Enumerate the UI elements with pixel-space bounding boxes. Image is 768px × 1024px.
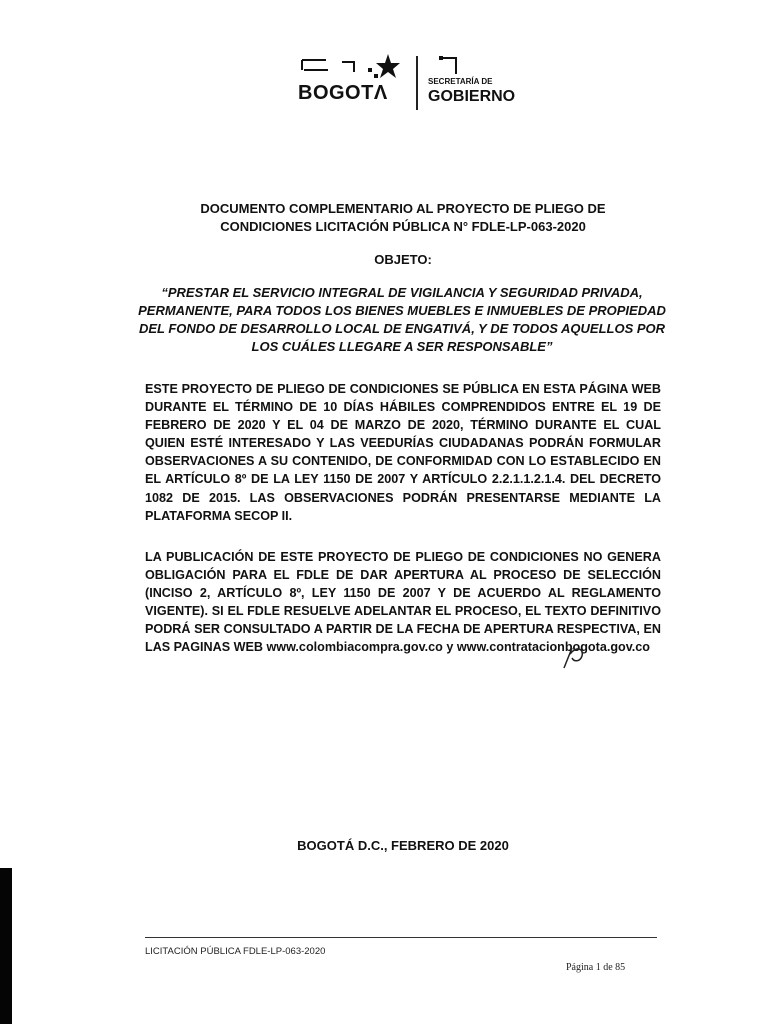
footer-reference: LICITACIÓN PÚBLICA FDLE-LP-063-2020 — [145, 946, 326, 957]
bogota-gobierno-logo — [298, 52, 528, 112]
logo-secretaria: SECRETARÍA DE — [428, 77, 493, 86]
logo-city-name: BOGOTΛ — [298, 82, 388, 104]
logo-department: GOBIERNO — [428, 88, 516, 105]
title-line-2: CONDICIONES LICITACIÓN PÚBLICA N° FDLE-LP-063-2020 — [220, 219, 586, 234]
paragraph-links: www.colombiacompra.gov.co y www.contratacionbogota.gov.co — [266, 640, 650, 655]
objeto-text: “PRESTAR EL SERVICIO INTEGRAL DE VIGILANCIA Y SEGURIDAD PRIVADA, PERMANENTE, PARA TODOS LOS BIENES MUEBLES E INMUEBLES DE PROPIEDAD DEL FONDO DE DESARROLLO LOCAL DE ENGATIVÁ, Y DE TODOS AQUELLOS POR LOS CUÁLES LLEGARE A SER RESPONSABLE” — [138, 285, 666, 354]
footer-divider — [145, 937, 657, 938]
place-date: BOGOTÁ D.C., FEBRERO DE 2020 — [297, 838, 509, 853]
paragraph-publication-period: ESTE PROYECTO DE PLIEGO DE CONDICIONES SE PÚBLICA EN ESTA PÁGINA WEB DURANTE EL TÉRMINO DE 10 DÍAS HÁBILES COMPRENDIDOS ENTRE EL 19 DE FEBRERO DE 2020 Y EL 04 DE MARZO DE 2020, TÉRMINO DURANTE EL CUAL QUIEN ESTÉ INTERESADO Y LAS VEEDURÍAS CIUDADANAS PODRÁN FORMULAR OBSERVACIONES A SU CONTENIDO, DE CONFORMIDAD CON LO ESTABLECIDO EN EL ARTÍCULO 8º DE LA LEY 1150 DE 2007 Y ARTÍCULO 2.2.1.1.2.1.4. DEL DECRETO 1082 DE 2015. LAS OBSERVACIONES PODRÁN PRESENTARSE MEDIANTE LA PLATAFORMA SECOP II. — [145, 382, 661, 523]
objeto-label: OBJETO: — [374, 252, 432, 267]
paragraph-no-obligation-text: LA PUBLICACIÓN DE ESTE PROYECTO DE PLIEGO DE CONDICIONES NO GENERA OBLIGACIÓN PARA EL FDLE DE DAR APERTURA AL PROCESO DE SELECCIÓN (INCISO 2, ARTÍCULO 8º, LEY 1150 DE 2007 Y DE ACUERDO AL REGLAMENTO VIGENTE). SI EL FDLE RESUELVE ADELANTAR EL PROCESO, EL TEXTO DEFINITIVO PODRÁ SER CONSULTADO A PARTIR DE LA FECHA DE APERTURA RESPECTIVA, EN LAS PAGINAS WEB — [145, 550, 661, 655]
page-number: Página 1 de 85 — [566, 962, 626, 973]
document-title — [120, 200, 686, 236]
logo-separator — [416, 56, 418, 110]
handwritten-initial-icon — [560, 640, 590, 670]
title-line-1: DOCUMENTO COMPLEMENTARIO AL PROYECTO DE PLIEGO DE — [200, 201, 606, 216]
logo-mark-icon — [298, 52, 528, 86]
scan-edge-shadow — [0, 868, 12, 1024]
